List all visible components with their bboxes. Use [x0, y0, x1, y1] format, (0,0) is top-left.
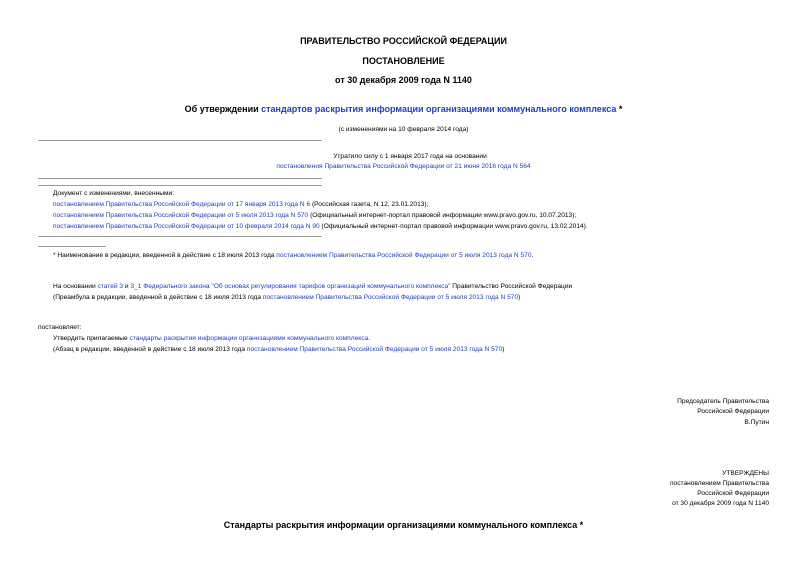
standards-link[interactable]: стандарты раскрытия информации организациями коммунального комплекса [129, 335, 369, 342]
divider [38, 140, 322, 141]
amendment-link[interactable]: постановлением Правительства Российской Федерации от 17 января 2013 года N 6 [53, 201, 311, 208]
expired-line: Утратило силу с 1 января 2017 года на основании [333, 153, 487, 160]
document-type: ПОСТАНОВЛЕНИЕ [362, 56, 445, 66]
footnote-text: * Наименование в редакции, введенной в действие с 18 июля 2013 года [53, 252, 277, 259]
divider [38, 185, 322, 186]
decree-note-end: ) [502, 346, 505, 353]
divider [38, 178, 322, 179]
amendment-text: (Официальный интернет-портал правовой информации www.pravo.gov.ru, 10.07.2013); [308, 212, 577, 219]
signature-name: В.Путин [744, 419, 769, 426]
basis-paragraph [53, 283, 572, 291]
expired-link[interactable]: постановления Правительства Российской Федерации от 21 июня 2016 года N 564 [276, 163, 531, 170]
decree-word: постановляет: [38, 324, 82, 331]
decree-note-link[interactable]: постановлением Правительства Российской Федерации от 5 июля 2013 года N 570 [246, 346, 503, 353]
amendment-item [53, 201, 428, 209]
amendment-link[interactable]: постановлением Правительства Российской Федерации от 10 февраля 2014 года N 90 [53, 223, 320, 230]
standards-title: Стандарты раскрытия информации организациями коммунального комплекса * [223, 520, 584, 530]
footnote-link[interactable]: постановлением Правительства Российской Федерации от 5 июля 2013 года N 570 [276, 252, 532, 259]
changes-note: (с изменениями на 10 февраля 2014 года) [338, 126, 469, 133]
article-3-link[interactable]: статей 3 [97, 283, 124, 290]
document-title [0, 104, 807, 114]
basis-text: На основании [53, 283, 98, 290]
footnote-separator [38, 246, 106, 247]
amendment-text: (Официальный интернет-портал правовой информации www.pravo.gov.ru, 13.02.2014). [319, 223, 588, 230]
signature-country: Российской Федерации [697, 408, 769, 415]
basis-text: Правительство Российской Федерации [450, 283, 573, 290]
federal-law-link[interactable]: 3_1 Федерального закона "Об основах регулирования тарифов организаций коммунального комплекса" [130, 283, 451, 290]
footnote-end: . [531, 252, 534, 259]
basis-note-link[interactable]: постановлением Правительства Российской Федерации от 5 июля 2013 года N 570 [262, 294, 519, 301]
amendment-item [53, 212, 576, 220]
basis-text: и [123, 283, 131, 290]
basis-note-text: (Преамбула в редакции, введенной в действие с 18 июля 2013 года [53, 294, 263, 301]
approved-label: УТВЕРЖДЕНЫ [722, 470, 769, 477]
government-heading: ПРАВИТЕЛЬСТВО РОССИЙСКОЙ ФЕДЕРАЦИИ [300, 36, 507, 46]
amendment-item [53, 223, 588, 231]
amendment-text: (Российская газета, N 12, 23.01.2013); [310, 201, 429, 208]
footnote [53, 252, 533, 260]
amendment-link[interactable]: постановлением Правительства Российской Федерации от 5 июля 2013 года N 570 [53, 212, 309, 219]
decree-note [53, 346, 504, 354]
document-date: от 30 декабря 2009 года N 1140 [335, 75, 472, 85]
approved-country: Российской Федерации [697, 490, 769, 497]
title-link[interactable]: стандартов раскрытия информации организациями коммунального комплекса [261, 104, 617, 114]
approved-by: постановлением Правительства [669, 480, 769, 487]
decree-note-text: (Абзац в редакции, введенной в действие с 18 июля 2013 года [53, 346, 247, 353]
signature-title: Председатель Правительства [677, 398, 769, 405]
decree-text: Утвердить прилагаемые [53, 335, 130, 342]
title-prefix: Об утверждении [184, 104, 262, 114]
basis-note [53, 294, 520, 302]
decree-paragraph [53, 335, 370, 343]
divider [38, 236, 322, 237]
basis-note-end: ) [518, 294, 521, 301]
title-suffix: * [616, 104, 623, 114]
amendments-heading: Документ с изменениями, внесенными: [53, 190, 175, 197]
approved-date: от 30 декабря 2009 года N 1140 [672, 500, 769, 507]
decree-text-end: . [368, 335, 371, 342]
